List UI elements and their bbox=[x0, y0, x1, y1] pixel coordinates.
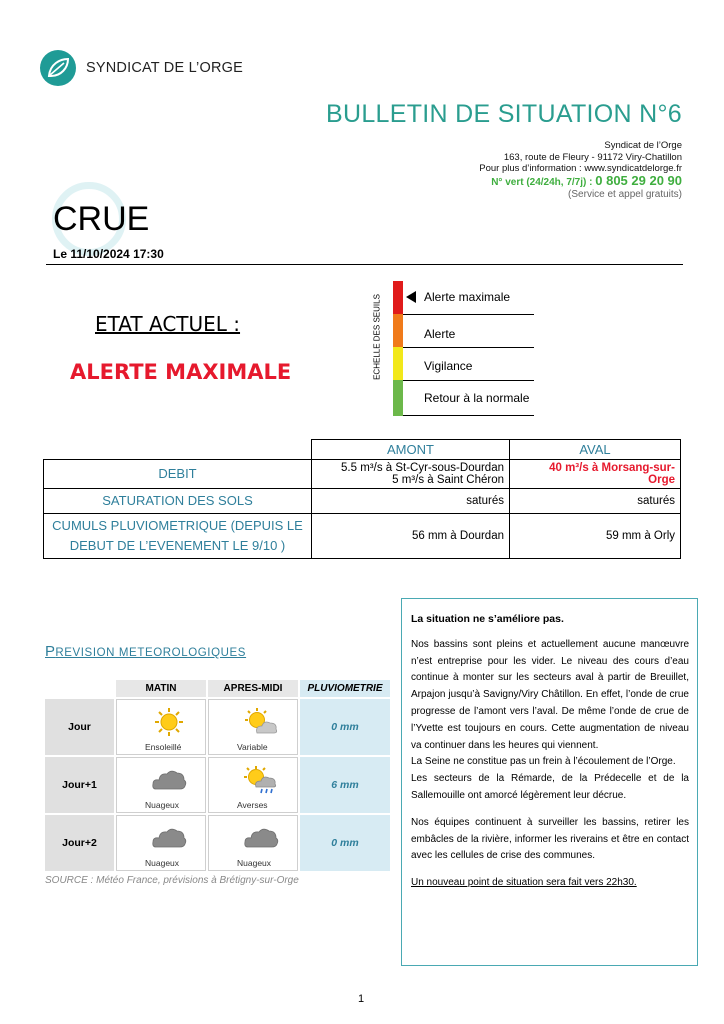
forecast-cell bbox=[116, 815, 206, 871]
scale-segment-vigilance bbox=[393, 347, 403, 380]
cumul-aval: 59 mm à Orly bbox=[510, 514, 681, 559]
scale-label-alerte: Alerte bbox=[424, 327, 456, 341]
row-day: Jour+2 bbox=[45, 815, 114, 871]
col-amont: AMONT bbox=[312, 440, 510, 460]
meteo-forecast-table bbox=[43, 678, 392, 873]
sun-rain-icon bbox=[243, 765, 279, 795]
debit-amont-line: 5.5 m³/s à St-Cyr-sous-Dourdan bbox=[341, 462, 504, 474]
forecast-cell bbox=[116, 757, 206, 813]
logo-text: SYNDICAT DE L’ORGE bbox=[86, 60, 243, 76]
contact-free-note: (Service et appel gratuits) bbox=[568, 189, 682, 200]
cloud-icon bbox=[243, 823, 279, 853]
scale-line bbox=[403, 415, 534, 416]
forecast-cell bbox=[208, 815, 298, 871]
contact-line-1: Syndicat de l’Orge bbox=[604, 140, 682, 151]
table-row bbox=[44, 489, 681, 514]
scale-vertical-label bbox=[366, 283, 388, 391]
prevision-title: PREVISION METEOROLOGIQUES bbox=[45, 643, 247, 660]
scale-segment-alerte-maximale bbox=[393, 281, 403, 314]
table-row bbox=[45, 699, 390, 755]
forecast-caption: Variable bbox=[237, 742, 268, 752]
saturation-aval: saturés bbox=[510, 489, 681, 514]
col-pluviometrie: PLUVIOMETRIE bbox=[300, 680, 390, 697]
forecast-caption: Ensoleillé bbox=[145, 742, 182, 752]
row-day: Jour+1 bbox=[45, 757, 114, 813]
situation-title: La situation ne s’améliore pas. bbox=[411, 613, 564, 625]
header-divider bbox=[46, 264, 683, 265]
cumul-label-line: CUMULS PLUVIOMETRIQUE (DEPUIS LE bbox=[52, 518, 303, 533]
forecast-cell bbox=[116, 699, 206, 755]
row-label-cumuls bbox=[44, 514, 312, 559]
contact-line-2: 163, route de Fleury - 91172 Viry-Chatillon bbox=[503, 151, 682, 163]
numero-vert-label: N° vert (24/24h, 7/7j) : bbox=[491, 176, 593, 188]
numero-vert bbox=[479, 172, 682, 189]
event-title: CRUE bbox=[53, 200, 150, 238]
scale-label-vigilance: Vigilance bbox=[424, 359, 473, 373]
etat-actuel-label: ETAT ACTUEL : bbox=[95, 312, 241, 336]
debit-amont-line: 5 m³/s à Saint Chéron bbox=[392, 474, 504, 486]
forecast-caption: Nuageux bbox=[145, 858, 180, 868]
scale-line bbox=[403, 347, 534, 348]
cloud-icon bbox=[151, 765, 187, 795]
scale-segment-retour-normale bbox=[393, 380, 403, 416]
prevision-title-text: REVISION METEOROLOGIQUES bbox=[55, 647, 247, 659]
pluviometrie-value: 0 mm bbox=[300, 815, 390, 871]
table-row bbox=[44, 460, 681, 489]
situation-table bbox=[43, 439, 681, 559]
forecast-cell bbox=[208, 757, 298, 813]
cumul-label-line: DEBUT DE L’EVENEMENT LE 9/10 ) bbox=[69, 538, 286, 553]
debit-aval-line: Orge bbox=[648, 474, 675, 486]
col-matin: MATIN bbox=[116, 680, 206, 697]
forecast-caption: Averses bbox=[237, 800, 268, 810]
table-row bbox=[45, 815, 390, 871]
forecast-source: SOURCE : Météo France, prévisions à Brétigny-sur-Orge bbox=[45, 875, 299, 886]
forecast-caption: Nuageux bbox=[237, 858, 272, 868]
debit-aval bbox=[510, 460, 681, 489]
logo-leaf-icon bbox=[40, 50, 76, 86]
cumul-amont: 56 mm à Dourdan bbox=[312, 514, 510, 559]
row-label-saturation: SATURATION DES SOLS bbox=[44, 489, 312, 514]
scale-segment-alerte bbox=[393, 314, 403, 347]
sun-cloud-icon bbox=[243, 707, 279, 737]
situation-paragraph: Les secteurs de la Rémarde, de la Prédecelle et de la Sallemouille ont amorcé légèrement leur décrue. bbox=[411, 773, 689, 801]
numero-vert-number[interactable]: 0 805 29 20 90 bbox=[595, 172, 682, 188]
scale-label-alerte-maximale: Alerte maximale bbox=[424, 290, 511, 304]
bulletin-title: BULLETIN DE SITUATION N°6 bbox=[326, 100, 682, 128]
col-apres-midi: APRES-MIDI bbox=[208, 680, 298, 697]
page-number: 1 bbox=[358, 993, 365, 1005]
row-label-debit: DEBIT bbox=[44, 460, 312, 489]
debit-amont bbox=[312, 460, 510, 489]
debit-aval-line: 40 m³/s à Morsang-sur- bbox=[549, 462, 675, 474]
row-day: Jour bbox=[45, 699, 114, 755]
sun-icon bbox=[151, 707, 187, 737]
situation-paragraph: Nos équipes continuent à surveiller les bassins, retirer les embâcles de la rivière, informer les riverains et être en contact avec les cellules de crise des communes. bbox=[411, 816, 689, 862]
saturation-amont: saturés bbox=[312, 489, 510, 514]
scale-line bbox=[403, 314, 534, 315]
contact-block bbox=[479, 140, 682, 201]
contact-line-3: Pour plus d’information : www.syndicatdelorge.fr bbox=[479, 163, 682, 174]
pluviometrie-value: 6 mm bbox=[300, 757, 390, 813]
pluviometrie-value: 0 mm bbox=[300, 699, 390, 755]
situation-paragraph: La Seine ne constitue pas un frein à l’écoulement de l’Orge. bbox=[411, 756, 676, 768]
scale-label-retour-normale: Retour à la normale bbox=[424, 391, 530, 405]
table-row bbox=[44, 514, 681, 559]
col-aval: AVAL bbox=[510, 440, 681, 460]
situation-paragraph: Nos bassins sont pleins et actuellement aucune manœuvre n’est entreprise pour les vider. Le niveau des cours d’eau continue à monter sur les secteurs aval à partir de Breuillet, Arpajon jusqu’à Savigny/Viry Châtillon. En effet, l’onde de crue progresse de l’amont vers l’aval. De même l’onde de crue de l’Yvette est toujours en cours. Cette augmentation de niveau va continuer dans les heures qui viennent. bbox=[411, 638, 689, 751]
current-level-marker-icon bbox=[406, 291, 416, 303]
scale-line bbox=[403, 380, 534, 381]
table-row bbox=[45, 757, 390, 813]
forecast-caption: Nuageux bbox=[145, 800, 180, 810]
next-update-note: Un nouveau point de situation sera fait vers 22h30. bbox=[411, 877, 637, 889]
etat-actuel-value: ALERTE MAXIMALE bbox=[70, 360, 292, 384]
forecast-cell bbox=[208, 699, 298, 755]
event-date: Le 11/10/2024 17:30 bbox=[53, 247, 164, 261]
situation-text-box bbox=[401, 598, 698, 966]
scale-vertical-label-text: ECHELLE DES SEUILS bbox=[372, 294, 382, 380]
cloud-icon bbox=[151, 823, 187, 853]
